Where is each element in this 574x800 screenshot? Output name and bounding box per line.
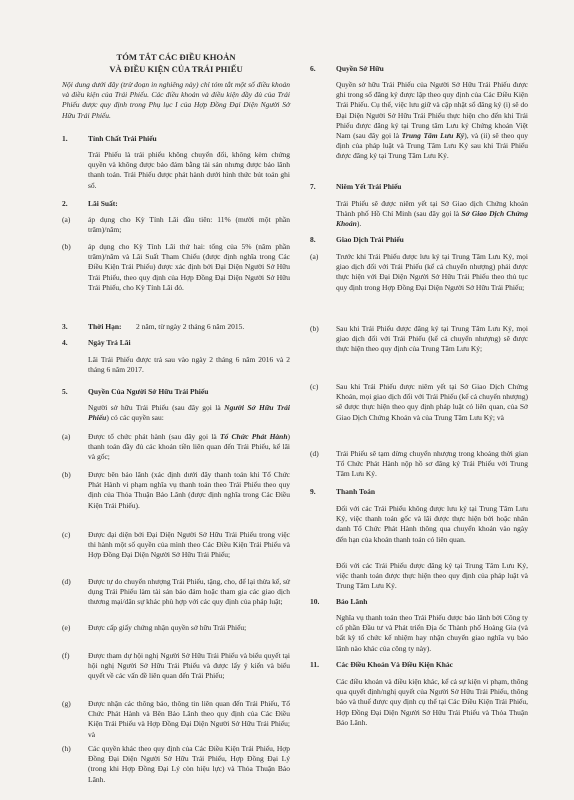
defined-term: Trung Tâm Lưu Ký [401, 131, 465, 141]
item-label: (a) [62, 215, 71, 224]
item-label: (b) [62, 470, 71, 479]
item-text: Được đại diện bởi Đại Diện Người Sở Hữu Trái Phiếu trong việc thi hành một số quyền của mình theo Các Điều Kiện Trái Phiếu và Hợp Đồng Đại Diện Người Sở Hữu Trái Phiếu; [88, 530, 290, 560]
section-number: 7. [310, 182, 316, 191]
body-text: ). [356, 219, 362, 229]
section-heading: Quyền Của Người Sở Hữu Trái Phiếu [88, 387, 209, 396]
body-text: Trái Phiếu sẽ được niêm yết tại Sở Giao dịch Chứng khoán Thành phố Hồ Chí Minh (sau đây gọi là [336, 199, 528, 219]
section-number: 5. [62, 387, 68, 396]
section-heading: Thanh Toán [336, 487, 375, 496]
section-heading: Bảo Lãnh [336, 597, 368, 606]
item-text [88, 432, 290, 463]
section-number: 8. [310, 235, 316, 244]
defined-term: Người Sở Hữu Trái Phiếu [88, 403, 290, 423]
item-label: (b) [62, 242, 71, 251]
title-line-2: VÀ ĐIỀU KIỆN CỦA TRÁI PHIẾU [109, 64, 243, 74]
section-heading: Giao Dịch Trái Phiếu [336, 235, 404, 244]
section-heading: Các Điều Khoản Và Điều Kiện Khác [336, 660, 453, 669]
item-text: áp dụng cho Kỳ Tính Lãi thứ hai: tổng của 5% (năm phần trăm)/năm và Lãi Suất Tham Chiếu (được định nghĩa trong Các Điều Kiện Trái Phiếu) được xác định bởi Đại Diện Người Sở Hữu Trái Phiếu, theo quy định của Hợp Đồng Đại Diện Người Sở Hữu Trái Phiếu, cho Kỳ Tính Lãi đó. [88, 242, 290, 292]
item-label: (d) [62, 577, 71, 586]
title-line-1: TÓM TẮT CÁC ĐIỀU KHOẢN [116, 52, 236, 62]
item-label: (c) [310, 382, 319, 391]
item-text: Được cấp giấy chứng nhận quyền sở hữu Trái Phiếu; [88, 623, 247, 632]
item-text: Trước khi Trái Phiếu được lưu ký tại Trung Tâm Lưu Ký, mọi giao dịch đối với Trái Phiếu (kể cả chuyển nhượng) phải được thực hiện với Đại Diện Người Sở Hữu Trái Phiếu theo thủ tục quy định trong Hợp Đồng Đại Diện Người Sở Hữu Trái Phiếu; [336, 252, 528, 292]
body-text: Quyền sở hữu Trái Phiếu của Người Sở Hữu Trái Phiếu được ghi trong sổ đăng ký được lập theo quy định của Các Điều Kiện Trái Phiếu. Cụ thể, việc lưu giữ và cập nhật sổ đăng ký (i) sẽ do Đại Diện Người Sở Hữu Trái Phiếu thực hiện cho đến khi Trái Phiếu được đăng ký tại Trung tâm Lưu ký Chứng khoán Việt Nam (sau đây gọi là [336, 80, 528, 141]
lead-text: ) có các quyền sau: [106, 413, 164, 423]
section-heading: Lãi Suất: [88, 199, 118, 208]
section-7-body [336, 199, 528, 230]
item-label: (f) [62, 651, 70, 660]
section-9-para-2: Đối với các Trái Phiếu được đăng ký tại Trung Tâm Lưu Ký, việc thanh toán được thực hiện theo quy định của pháp luật và Trung Tâm Lưu Ký. [336, 561, 528, 591]
section-heading: Ngày Trả Lãi [88, 338, 131, 347]
section-10-body: Nghĩa vụ thanh toán theo Trái Phiếu được bảo lãnh bởi Công ty cổ phần Đầu tư và Phát triển Địa ốc Thành phố Hoàng Gia (và bất kỳ tổ chức kế nhiệm hay nhận chuyển giao nghĩa vụ bảo lãnh nào khác của công ty này). [336, 613, 528, 653]
item-text: Được bên bảo lãnh (xác định dưới đây thanh toán khi Tổ Chức Phát Hành vi phạm nghĩa vụ thanh toán theo Trái Phiếu theo quy định của Thỏa Thuận Bảo Lãnh (được định nghĩa trong Các Điều Kiện Trái Phiếu). [88, 470, 290, 510]
item-text: Được tự do chuyển nhượng Trái Phiếu, tặng, cho, để lại thừa kế, sử dụng Trái Phiếu làm tài sản bảo đảm hoặc tham gia các giao dịch thương mại/dân sự khác phù hợp với các quy định của pháp luật; [88, 577, 290, 607]
section-number: 1. [62, 134, 68, 143]
item-label: (g) [62, 699, 71, 708]
item-text: Được tham dự hội nghị Người Sở Hữu Trái Phiếu và biểu quyết tại hội nghị Người Sở Hữu Trái Phiếu và được lấy ý kiến và biểu quyết về các vấn đề liên quan đến Trái Phiếu; [88, 651, 290, 681]
item-label: (e) [62, 623, 71, 632]
lead-text: Người sở hữu Trái Phiếu (sau đây gọi là [88, 403, 225, 412]
section-4-body: Lãi Trái Phiếu được trả sau vào ngày 2 tháng 6 năm 2016 và 2 tháng 6 năm 2017. [88, 355, 290, 375]
item-label: (c) [62, 530, 71, 539]
section-number: 6. [310, 64, 316, 73]
section-9-para-1: Đối với các Trái Phiếu không được lưu ký tại Trung Tâm Lưu Ký, việc thanh toán gốc và lãi được thực hiện bởi hoặc nhân danh Tổ Chức Phát Hành thông qua chuyển khoản vào ngày đến hạn của khoản thanh toán có liên quan. [336, 504, 528, 544]
item-text: Các quyền khác theo quy định của Các Điều Kiện Trái Phiếu, Hợp Đồng Đại Diện Người Sở Hữu Trái Phiếu, Hợp Đồng Đại Lý (trong khi Hợp Đồng Đại Lý còn hiệu lực) và Thỏa Thuận Bảo Lãnh. [88, 744, 290, 784]
item-label: (d) [310, 449, 319, 458]
section-1-body: Trái Phiếu là trái phiếu không chuyển đổi, không kèm chứng quyền và không được bảo đảm bằng tài sản nhưng được bảo lãnh thanh toán. Trái Phiếu được phát hành dưới hình thức bút toán ghi sổ. [88, 150, 290, 190]
item-text: áp dụng cho Kỳ Tính Lãi đầu tiên: 11% (mười một phần trăm)/năm; [88, 215, 290, 235]
section-number: 4. [62, 338, 68, 347]
item-label: (b) [310, 324, 319, 333]
item-text: Trái Phiếu sẽ tạm dừng chuyển nhượng trong khoảng thời gian Tổ Chức Phát Hành nộp hồ sơ đăng ký Trái Phiếu với Trung Tâm Lưu Ký. [336, 449, 528, 479]
item-text: Sau khi Trái Phiếu được niêm yết tại Sở Giao Dịch Chứng Khoán, mọi giao dịch đối với Trái Phiếu (kể cả chuyển nhượng) sẽ được thực hiện theo quy định pháp luật có liên quan, của Sở Giao Dịch Chứng Khoán và của Trung Tâm Lưu Ký; và [336, 382, 528, 422]
section-number: 10. [310, 597, 320, 606]
section-6-body [336, 80, 528, 162]
item-text-part: Được tổ chức phát hành (sau đây gọi là [88, 432, 220, 441]
section-heading: Tính Chất Trái Phiếu [88, 134, 157, 143]
document-title [62, 51, 290, 75]
item-label: (a) [62, 432, 71, 441]
section-number: 9. [310, 487, 316, 496]
section-heading: Quyền Sở Hữu [336, 64, 384, 73]
intro-note: Nội dung dưới đây (trừ đoạn in nghiêng này) chỉ tóm tắt một số điều khoản và điều kiện của Trái Phiếu. Các điều khoản và điều kiện đầy đủ của Trái Phiếu được quy định trong Phụ lục I của Hợp Đồng Đại Diện Người Sở Hữu Trái Phiếu. [62, 80, 290, 120]
section-3-body: 2 năm, từ ngày 2 tháng 6 năm 2015. [136, 322, 245, 331]
section-heading: Niêm Yết Trái Phiếu [336, 182, 402, 191]
item-label: (a) [310, 252, 319, 261]
item-text-part: ) thanh toán đầy đủ các khoản tiền liên quan đến Trái Phiếu, kể lãi và gốc; [88, 432, 290, 462]
body-text: ), và (ii) sẽ theo quy định của pháp luật và Trung Tâm Lưu Ký sau khi Trái Phiếu được đăng ký tại Trung Tâm Lưu Ký. [336, 131, 528, 161]
section-number: 3. [62, 322, 68, 331]
section-5-lead [88, 403, 290, 423]
item-text: Sau khi Trái Phiếu được đăng ký tại Trung Tâm Lưu Ký, mọi giao dịch đối với Trái Phiếu (kể cả chuyển nhượng) sẽ được thực hiện theo quy định của Trung Tâm Lưu Ký; [336, 324, 528, 354]
defined-term: Tổ Chức Phát Hành [219, 432, 288, 441]
item-text: Được nhận các thông báo, thông tin liên quan đến Trái Phiếu, Tổ Chức Phát Hành và Bên Bảo Lãnh theo quy định của Các Điều Kiện Trái Phiếu và Hợp Đồng Đại Diện Người Sở Hữu Trái Phiếu; và [88, 699, 290, 739]
item-label: (h) [62, 744, 71, 753]
section-11-body: Các điều khoản và điều kiện khác, kể cả sự kiện vi phạm, thông qua quyết định/nghị quyết của Người Sở Hữu Trái Phiếu, thông báo và thuế được quy định cụ thể tại Các Điều Kiện Trái Phiếu, Hợp Đồng Đại Diện Người Sở Hữu Trái Phiếu và Thỏa Thuận Bảo Lãnh. [336, 677, 528, 727]
section-number: 2. [62, 199, 68, 208]
section-number: 11. [310, 660, 319, 669]
defined-term: Sở Giao Dịch Chứng Khoán [336, 209, 528, 229]
section-heading: Thời Hạn: [88, 322, 122, 331]
